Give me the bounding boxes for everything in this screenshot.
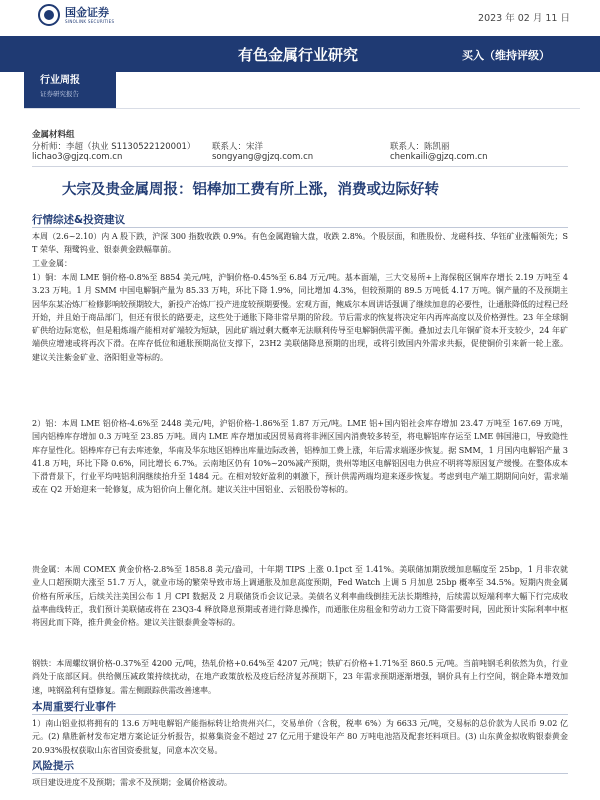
para-steel: 钢铁：本周螺纹钢价格-0.37%至 4200 元/吨，热轧价格+0.64%至 4207 元/吨；铁矿石价格+1.71%至 860.5 元/吨。当前吨钢毛利依然为负，行业尚处于底部区间。供给侧压减政策持续扰动，在地产政策放松及疫后经济复苏预期下，23 年需求预期逐渐增强，钢价具有上行空间，钢企降本增效加速，吨钢盈利有望修复。需左侧跟踪供需改善速率。	[32, 659, 568, 695]
analyst-1-email[interactable]: lichao3@gjzq.com.cn	[32, 152, 123, 162]
report-subtype: 证券研究报告	[40, 90, 79, 98]
para-precious-metals: 贵金属：本周 COMEX 黄金价格-2.8%至 1858.8 美元/盎司，十年期 TIPS 上涨 0.1pct 至 1.41%。美联储加期放缓加息幅度至 25bp，1 月非农就业人口超预期大涨至 51.7 万人，就业市场的繁荣导致市场上调通胀及加息高度预期，Fed Watch 上调 5 月加息 25bp 概率至 34.5%。短期内贵金属价格有所承压，后续关注美国公布 1 月 CPI 数据及 2 月联储货币会议记录。美债名义利率曲线倒挂无法长期维持，后续需以短端利率大幅下行完成收益率曲线转正，我们预计美联储或将在 23Q3-4 释放降息预期或者进行降息操作，而通胀住房租金和劳动力工资下降需要时间，因此预计实际利率中枢将因此而下降，推升黄金价格。建议关注银泰黄金等标的。	[32, 565, 568, 628]
sector-label: 金属材料组	[32, 130, 75, 140]
sinolink-logo	[38, 4, 114, 26]
report-title: 有色金属行业研究	[238, 46, 359, 64]
section-industry-events: 本周重要行业事件	[32, 701, 116, 713]
rating-badge: 买入（维持评级）	[462, 49, 550, 62]
report-type: 行业周报	[40, 75, 80, 86]
logo-en-name: SINOLINK SECURITIES	[65, 18, 115, 24]
sinolink-logo-icon	[38, 4, 60, 26]
para-market-summary: 本周（2.6~2.10）内 A 股下跌，沪深 300 指数收跌 0.9%。有色金属跑输大盘，收跌 2.8%。个股层面，和胜股份、龙磁科技、华钰矿业涨幅领先；ST 荣华、翔鹭钨业、银泰黄金跌幅靠前。	[32, 232, 568, 255]
header-divider	[24, 108, 580, 109]
analyst-1: 分析师：李超（执业 S1130522120001）	[32, 142, 196, 152]
section-divider	[32, 773, 568, 774]
para-risk: 项目建设进度不及预期；需求不及预期；金属价格波动。	[32, 778, 232, 787]
para-aluminum: 2）铝：本周 LME 铝价格-4.6%至 2448 美元/吨，沪铝价格-1.86%至 1.87 万元/吨。LME 铝+国内铝社会库存增加 23.47 万吨至 167.69 万吨，国内铝棒库存增加 0.3 万吨至 23.85 万吨。周内 LME 库存增加或因贸易商将非洲区国内消费较多转至，将电解铝库存运至 LME 韩国港口，导致隐性库存显性化。铝棒库存已有去库迹象，华南及华东地区铝棒出库量边际改善，铝棒加工费上涨，年后需求端逐步恢复。据 SMM，1 月国内电解铝产量 341.8 万吨，环比下降 0.6%，同比增长 6.7%。云南地区仍有 10%~20%减产预期，贵州等地区电解铝因电力供应不明将等原因复产缓慢。在整体成本下滑背景下，行业平均吨铝利润继续抬升至 1484 元。在相对较好盈利的刺激下，预计供需两端均迎来逐步恢复。考虑到电产端工期期间向好，需求端或在 Q2 开始迎来一轮修复，成为铝价向上催化剂。建议关注中国铝业、云铝股份等标的。	[32, 419, 568, 495]
report-date: 2023 年 02 月 11 日	[478, 13, 570, 24]
contact-2: 联系人：宋洋	[212, 142, 264, 152]
section-divider	[32, 714, 568, 715]
section-market-review: 行情综述&投资建议	[32, 214, 126, 226]
section-divider	[32, 227, 568, 228]
para-industrial-metals-label: 工业金属：	[32, 259, 72, 268]
report-header	[0, 0, 600, 108]
contact-3: 联系人：陈凯丽	[390, 142, 450, 152]
contact-3-email[interactable]: chenkaili@gjzq.com.cn	[390, 152, 488, 162]
para-copper: 1）铜：本周 LME 铜价格-0.8%至 8854 美元/吨，沪铜价格-0.45%至 6.84 万元/吨。基本面端，三大交易所+上海保税区铜库存增长 2.19 万吨至 43.23 万吨。1 月 SMM 中国电解铜产量为 85.33 万吨，环比下降 1.9%，同比增加 4.3%，但较预期的 89.5 万吨低 4.17 万吨。铜产量的不及预期主因华东某冶炼厂检修影响较预期较大，新投产冶炼厂投产进度较预期要慢。宏观方面，鲍威尔本周讲话强调了继续加息的必要性，让通胀降低的过程已经开始，并且始于商品部门，但还有很长的路要走，这些处于通胀下降非常早期的阶段。节后需求的恢复将决定年内再库高度以及价格弹性。23 年全球铜矿供给边际宽松，但是粗炼端产能相对矿端较为短缺，因此矿端过剩大概率无法顺利传导至电解铜供需平衡。叠加过去几年铜矿资本开支较少，24 年矿端供应增速或将再次下滑。在库存低位和通胀预期高位支撑下，23H2 美联储降息预期的出现，或将引致国内外需求共振，促使铜价引来新一轮上涨。建议关注紫金矿业、洛阳钼业等标的。	[32, 273, 568, 362]
para-events: 1）南山铝业拟将拥有的 13.6 万吨电解铝产能指标转让给贵州兴仁，交易单价（含税，税率 6%）为 6633 元/吨，交易标的总价款为人民币 9.02 亿元。(2) 鼎胜新材发布定增方案论证分析报告，拟募集资金不超过 27 亿元用于建设年产 80 万吨电池箔及配套坯料项目。(3) 山东黄金拟收购银泰黄金 20.93%股权获取山东省国资委批复，同意本次交易。	[32, 719, 568, 755]
contact-2-email[interactable]: songyang@gjzq.com.cn	[212, 152, 314, 162]
section-risk: 风险提示	[32, 760, 74, 772]
main-title: 大宗及贵金属周报：铝棒加工费有所上涨，消费或边际好转	[62, 182, 439, 198]
logo-name: 国金证券	[65, 5, 109, 19]
analyst-divider	[32, 166, 568, 167]
